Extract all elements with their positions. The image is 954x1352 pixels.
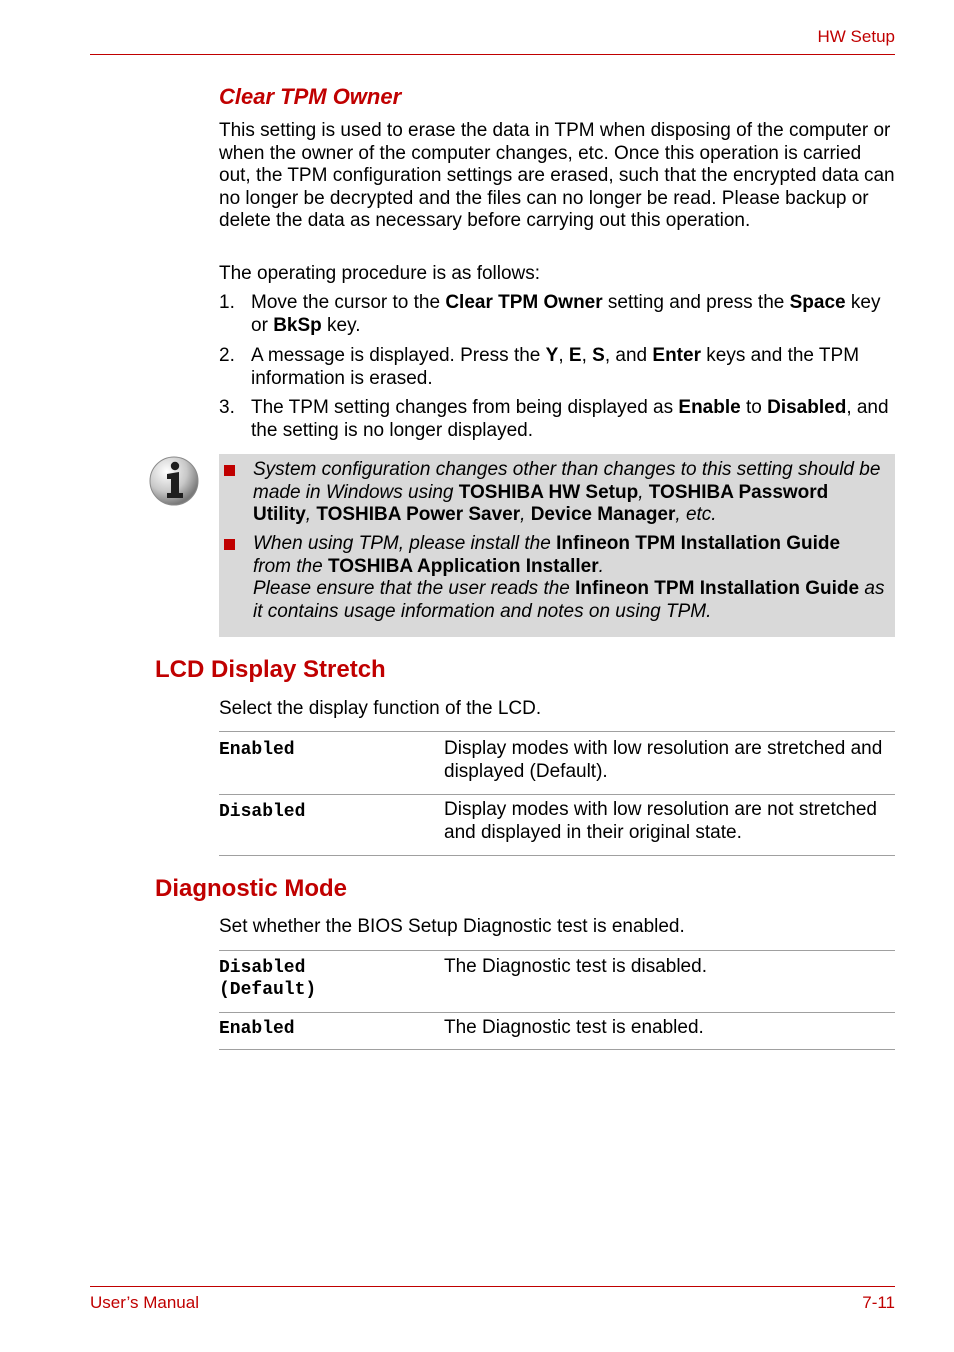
lcd-option-enabled: Enabled xyxy=(219,740,295,760)
note-box xyxy=(219,454,895,637)
procedure-intro: The operating procedure is as follows: xyxy=(219,263,541,284)
footer-rule xyxy=(90,1286,895,1287)
note-item-1: System configuration changes other than changes to this setting should be made in Windows using TOSHIBA HW Setup, TOSHIBA Password Utility, TOSHIBA Power Saver, Device Manager, etc. xyxy=(253,459,881,526)
lcd-option-disabled-desc: Display modes with low resolution are not stretched and displayed in their original state. xyxy=(444,799,877,843)
diag-option-enabled-desc: The Diagnostic test is enabled. xyxy=(444,1017,704,1038)
clear-tpm-title: Clear TPM Owner xyxy=(219,84,402,109)
table-rule xyxy=(219,950,895,951)
diag-section-title: Diagnostic Mode xyxy=(155,875,348,902)
procedure-step-1 xyxy=(219,292,895,337)
table-rule xyxy=(219,794,895,795)
lcd-option-disabled: Disabled xyxy=(219,802,306,822)
procedure-step-2 xyxy=(219,345,895,390)
info-icon xyxy=(148,455,200,507)
footer-page-number: 7-11 xyxy=(862,1293,895,1312)
step-number: 3. xyxy=(219,397,235,418)
step-text: A message is displayed. Press the Y, E, S, and Enter keys and the TPM information is erased. xyxy=(251,345,860,389)
clear-tpm-intro: This setting is used to erase the data in TPM when disposing of the computer or when the owner of the computer changes, etc. Once this operation is carried out, the TPM configuration settings are erased, such that the encrypted data can no longer be decrypted and the files can no longer be read. Please backup or delete the data as necessary before carrying out this operation. xyxy=(219,120,895,232)
table-rule xyxy=(219,731,895,732)
note-item-2: When using TPM, please install the Infineon TPM Installation Guide from the TOSHIBA Application Installer. Please ensure that the user reads the Infineon TPM Installation Guide as it contains usage information and notes on using TPM. xyxy=(253,533,885,622)
diag-option-disabled: Disabled (Default) xyxy=(219,958,317,1000)
table-rule xyxy=(219,1012,895,1013)
diag-option-enabled: Enabled xyxy=(219,1019,295,1039)
step-text: Move the cursor to the Clear TPM Owner setting and press the Space key or BkSp key. xyxy=(251,292,881,336)
header-section-label: HW Setup xyxy=(817,27,895,46)
diag-intro: Set whether the BIOS Setup Diagnostic test is enabled. xyxy=(219,916,685,937)
procedure-step-3 xyxy=(219,397,895,442)
lcd-section-title: LCD Display Stretch xyxy=(155,656,386,683)
bullet-square xyxy=(224,539,235,550)
table-rule xyxy=(219,855,895,856)
lcd-option-enabled-desc: Display modes with low resolution are stretched and displayed (Default). xyxy=(444,738,883,782)
table-rule xyxy=(219,1049,895,1050)
footer-manual-label: User’s Manual xyxy=(90,1293,199,1312)
step-number: 1. xyxy=(219,292,235,313)
step-number: 2. xyxy=(219,345,235,366)
step-text: The TPM setting changes from being displayed as Enable to Disabled, and the setting is no longer displayed. xyxy=(251,397,889,441)
lcd-intro: Select the display function of the LCD. xyxy=(219,698,542,719)
bullet-square xyxy=(224,465,235,476)
diag-option-disabled-desc: The Diagnostic test is disabled. xyxy=(444,956,707,977)
header-rule xyxy=(90,54,895,55)
